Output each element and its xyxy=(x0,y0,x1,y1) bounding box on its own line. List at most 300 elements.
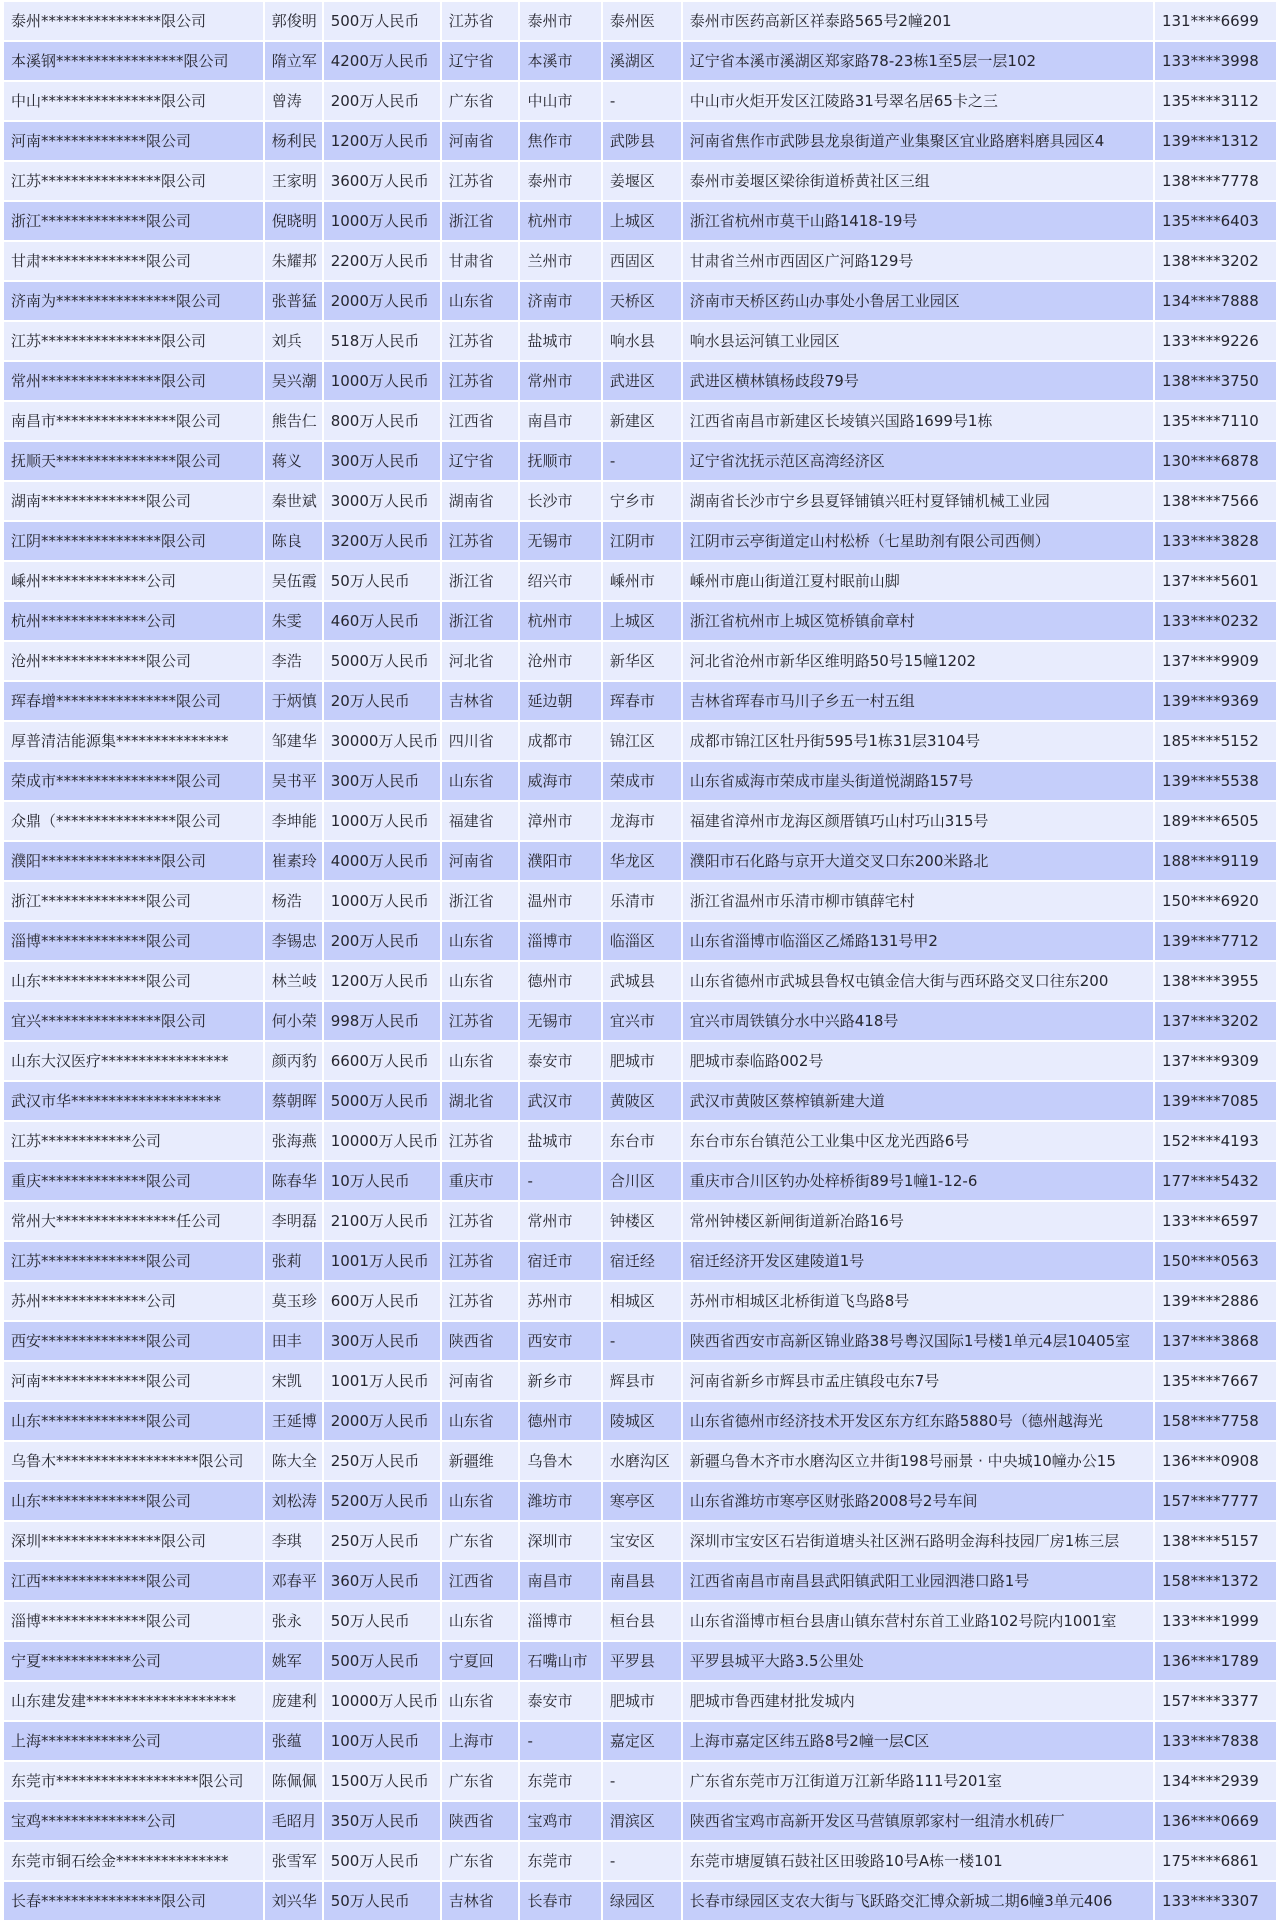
capital-cell: 1200万人民币 xyxy=(323,121,441,161)
address-cell: 辽宁省沈抚示范区高湾经济区 xyxy=(682,441,1154,481)
legal-rep-cell: 陈佩佩 xyxy=(264,1761,323,1801)
legal-rep-cell: 王家明 xyxy=(264,161,323,201)
legal-rep-cell: 邓春平 xyxy=(264,1561,323,1601)
capital-cell: 1000万人民币 xyxy=(323,801,441,841)
phone-cell: 135****6403 xyxy=(1154,201,1277,241)
address-cell: 响水县运河镇工业园区 xyxy=(682,321,1154,361)
city-cell: 无锡市 xyxy=(519,521,601,561)
address-cell: 湖南省长沙市宁乡县夏铎铺镇兴旺村夏铎铺机械工业园 xyxy=(682,481,1154,521)
province-cell: 山东省 xyxy=(441,1681,520,1721)
company-name-cell: 常州大****************任公司 xyxy=(3,1201,264,1241)
city-cell: - xyxy=(519,1161,601,1201)
city-cell: 泰州市 xyxy=(519,161,601,201)
address-cell: 深圳市宝安区石岩街道塘头社区洲石路明金海科技园厂房1栋三层 xyxy=(682,1521,1154,1561)
capital-cell: 3200万人民币 xyxy=(323,521,441,561)
city-cell: 绍兴市 xyxy=(519,561,601,601)
company-name-cell: 济南为****************限公司 xyxy=(3,281,264,321)
phone-cell: 133****0232 xyxy=(1154,601,1277,641)
city-cell: 延边朝 xyxy=(519,681,601,721)
address-cell: 济南市天桥区药山办事处小鲁居工业园区 xyxy=(682,281,1154,321)
table-row xyxy=(3,121,1277,161)
capital-cell: 1001万人民币 xyxy=(323,1241,441,1281)
province-cell: 山东省 xyxy=(441,761,520,801)
district-cell: 天桥区 xyxy=(602,281,682,321)
phone-cell: 135****7110 xyxy=(1154,401,1277,441)
company-name-cell: 重庆**************限公司 xyxy=(3,1161,264,1201)
address-cell: 宜兴市周铁镇分水中兴路418号 xyxy=(682,1001,1154,1041)
city-cell: 潍坊市 xyxy=(519,1481,601,1521)
city-cell: 常州市 xyxy=(519,361,601,401)
company-name-cell: 泰州****************限公司 xyxy=(3,1,264,41)
address-cell: 浙江省杭州市上城区笕桥镇俞章村 xyxy=(682,601,1154,641)
district-cell: 钟楼区 xyxy=(602,1201,682,1241)
table-row xyxy=(3,681,1277,721)
legal-rep-cell: 颜丙豹 xyxy=(264,1041,323,1081)
district-cell: 渭滨区 xyxy=(602,1801,682,1841)
city-cell: 淄博市 xyxy=(519,921,601,961)
company-name-cell: 中山****************限公司 xyxy=(3,81,264,121)
province-cell: 新疆维 xyxy=(441,1441,520,1481)
city-cell: 南昌市 xyxy=(519,1561,601,1601)
company-name-cell: 甘肃**************限公司 xyxy=(3,241,264,281)
table-row xyxy=(3,1161,1277,1201)
company-name-cell: 嵊州**************公司 xyxy=(3,561,264,601)
city-cell: 长春市 xyxy=(519,1881,601,1921)
phone-cell: 152****4193 xyxy=(1154,1121,1277,1161)
phone-cell: 188****9119 xyxy=(1154,841,1277,881)
address-cell: 山东省淄博市桓台县唐山镇东营村东首工业路102号院内1001室 xyxy=(682,1601,1154,1641)
province-cell: 重庆市 xyxy=(441,1161,520,1201)
district-cell: - xyxy=(602,1321,682,1361)
company-name-cell: 西安**************限公司 xyxy=(3,1321,264,1361)
table-row xyxy=(3,81,1277,121)
table-row xyxy=(3,1881,1277,1921)
phone-cell: 150****0563 xyxy=(1154,1241,1277,1281)
capital-cell: 1200万人民币 xyxy=(323,961,441,1001)
address-cell: 河北省沧州市新华区维明路50号15幢1202 xyxy=(682,641,1154,681)
province-cell: 广东省 xyxy=(441,1521,520,1561)
phone-cell: 185****5152 xyxy=(1154,721,1277,761)
address-cell: 福建省漳州市龙海区颜厝镇巧山村巧山315号 xyxy=(682,801,1154,841)
city-cell: 乌鲁木 xyxy=(519,1441,601,1481)
company-name-cell: 上海************公司 xyxy=(3,1721,264,1761)
legal-rep-cell: 王延博 xyxy=(264,1401,323,1441)
address-cell: 辽宁省本溪市溪湖区郑家路78-23栋1至5层一层102 xyxy=(682,41,1154,81)
address-cell: 武进区横林镇杨歧段79号 xyxy=(682,361,1154,401)
phone-cell: 138****3202 xyxy=(1154,241,1277,281)
table-row xyxy=(3,921,1277,961)
city-cell: 兰州市 xyxy=(519,241,601,281)
province-cell: 甘肃省 xyxy=(441,241,520,281)
capital-cell: 4200万人民币 xyxy=(323,41,441,81)
capital-cell: 1000万人民币 xyxy=(323,201,441,241)
legal-rep-cell: 李浩 xyxy=(264,641,323,681)
district-cell: - xyxy=(602,1841,682,1881)
city-cell: 宝鸡市 xyxy=(519,1801,601,1841)
legal-rep-cell: 郭俊明 xyxy=(264,1,323,41)
address-cell: 山东省德州市武城县鲁权屯镇金信大街与西环路交叉口往东200 xyxy=(682,961,1154,1001)
phone-cell: 139****2886 xyxy=(1154,1281,1277,1321)
table-row xyxy=(3,1,1277,41)
company-name-cell: 江苏************公司 xyxy=(3,1121,264,1161)
phone-cell: 133****3998 xyxy=(1154,41,1277,81)
phone-cell: 137****9309 xyxy=(1154,1041,1277,1081)
table-row xyxy=(3,361,1277,401)
city-cell: 中山市 xyxy=(519,81,601,121)
company-name-cell: 山东建发建******************** xyxy=(3,1681,264,1721)
city-cell: 濮阳市 xyxy=(519,841,601,881)
table-row xyxy=(3,561,1277,601)
capital-cell: 300万人民币 xyxy=(323,441,441,481)
company-name-cell: 山东**************限公司 xyxy=(3,1401,264,1441)
address-cell: 吉林省珲春市马川子乡五一村五组 xyxy=(682,681,1154,721)
province-cell: 陕西省 xyxy=(441,1801,520,1841)
address-cell: 甘肃省兰州市西固区广河路129号 xyxy=(682,241,1154,281)
province-cell: 山东省 xyxy=(441,281,520,321)
phone-cell: 133****3307 xyxy=(1154,1881,1277,1921)
address-cell: 上海市嘉定区纬五路8号2幢一层C区 xyxy=(682,1721,1154,1761)
legal-rep-cell: 隋立军 xyxy=(264,41,323,81)
address-cell: 广东省东莞市万江街道万江新华路111号201室 xyxy=(682,1761,1154,1801)
table-row xyxy=(3,1081,1277,1121)
city-cell: 杭州市 xyxy=(519,201,601,241)
table-row xyxy=(3,721,1277,761)
capital-cell: 200万人民币 xyxy=(323,81,441,121)
province-cell: 河南省 xyxy=(441,1361,520,1401)
company-name-cell: 厚普清洁能源集*************** xyxy=(3,721,264,761)
city-cell: 温州市 xyxy=(519,881,601,921)
company-name-cell: 山东**************限公司 xyxy=(3,961,264,1001)
capital-cell: 20万人民币 xyxy=(323,681,441,721)
district-cell: 泰州医 xyxy=(602,1,682,41)
capital-cell: 998万人民币 xyxy=(323,1001,441,1041)
table-row xyxy=(3,1321,1277,1361)
capital-cell: 10000万人民币 xyxy=(323,1681,441,1721)
legal-rep-cell: 杨利民 xyxy=(264,121,323,161)
legal-rep-cell: 邹建华 xyxy=(264,721,323,761)
company-name-cell: 浙江**************限公司 xyxy=(3,881,264,921)
province-cell: 浙江省 xyxy=(441,881,520,921)
district-cell: 嘉定区 xyxy=(602,1721,682,1761)
table-row xyxy=(3,481,1277,521)
province-cell: 河北省 xyxy=(441,641,520,681)
capital-cell: 3600万人民币 xyxy=(323,161,441,201)
table-row xyxy=(3,41,1277,81)
capital-cell: 518万人民币 xyxy=(323,321,441,361)
district-cell: 平罗县 xyxy=(602,1641,682,1681)
district-cell: 肥城市 xyxy=(602,1041,682,1081)
province-cell: 吉林省 xyxy=(441,1881,520,1921)
phone-cell: 135****3112 xyxy=(1154,81,1277,121)
capital-cell: 500万人民币 xyxy=(323,1,441,41)
table-row xyxy=(3,1641,1277,1681)
city-cell: 德州市 xyxy=(519,1401,601,1441)
city-cell: 苏州市 xyxy=(519,1281,601,1321)
province-cell: 江苏省 xyxy=(441,161,520,201)
company-name-cell: 湖南**************限公司 xyxy=(3,481,264,521)
province-cell: 江苏省 xyxy=(441,321,520,361)
company-name-cell: 江西**************限公司 xyxy=(3,1561,264,1601)
address-cell: 江西省南昌市新建区长堎镇兴国路1699号1栋 xyxy=(682,401,1154,441)
province-cell: 山东省 xyxy=(441,921,520,961)
district-cell: - xyxy=(602,81,682,121)
address-cell: 常州钟楼区新闸街道新冶路16号 xyxy=(682,1201,1154,1241)
table-row xyxy=(3,401,1277,441)
company-name-cell: 沧州**************限公司 xyxy=(3,641,264,681)
table-row xyxy=(3,1481,1277,1521)
district-cell: 江阴市 xyxy=(602,521,682,561)
province-cell: 江西省 xyxy=(441,1561,520,1601)
phone-cell: 137****9909 xyxy=(1154,641,1277,681)
table-row xyxy=(3,761,1277,801)
address-cell: 山东省潍坊市寒亭区财张路2008号2号车间 xyxy=(682,1481,1154,1521)
capital-cell: 600万人民币 xyxy=(323,1281,441,1321)
province-cell: 江苏省 xyxy=(441,1241,520,1281)
company-table xyxy=(2,0,1278,1922)
table-row xyxy=(3,1361,1277,1401)
company-name-cell: 江苏****************限公司 xyxy=(3,161,264,201)
city-cell: 淄博市 xyxy=(519,1601,601,1641)
capital-cell: 1000万人民币 xyxy=(323,881,441,921)
address-cell: 陕西省西安市高新区锦业路38号粤汉国际1号楼1单元4层10405室 xyxy=(682,1321,1154,1361)
district-cell: 东台市 xyxy=(602,1121,682,1161)
address-cell: 泰州市姜堰区梁徐街道桥黄社区三组 xyxy=(682,161,1154,201)
city-cell: 威海市 xyxy=(519,761,601,801)
city-cell: 德州市 xyxy=(519,961,601,1001)
province-cell: 山东省 xyxy=(441,1481,520,1521)
phone-cell: 139****5538 xyxy=(1154,761,1277,801)
phone-cell: 133****7838 xyxy=(1154,1721,1277,1761)
district-cell: 宝安区 xyxy=(602,1521,682,1561)
table-row xyxy=(3,1681,1277,1721)
phone-cell: 138****7778 xyxy=(1154,161,1277,201)
address-cell: 山东省德州市经济技术开发区东方红东路5880号（德州越海光 xyxy=(682,1401,1154,1441)
phone-cell: 157****7777 xyxy=(1154,1481,1277,1521)
province-cell: 宁夏回 xyxy=(441,1641,520,1681)
district-cell: 桓台县 xyxy=(602,1601,682,1641)
capital-cell: 2200万人民币 xyxy=(323,241,441,281)
legal-rep-cell: 朱雯 xyxy=(264,601,323,641)
phone-cell: 158****7758 xyxy=(1154,1401,1277,1441)
province-cell: 浙江省 xyxy=(441,201,520,241)
district-cell: 乐清市 xyxy=(602,881,682,921)
legal-rep-cell: 熊告仁 xyxy=(264,401,323,441)
address-cell: 山东省淄博市临淄区乙烯路131号甲2 xyxy=(682,921,1154,961)
phone-cell: 138****7566 xyxy=(1154,481,1277,521)
province-cell: 江苏省 xyxy=(441,1201,520,1241)
province-cell: 河南省 xyxy=(441,841,520,881)
company-name-cell: 乌鲁木*******************限公司 xyxy=(3,1441,264,1481)
province-cell: 湖南省 xyxy=(441,481,520,521)
address-cell: 陕西省宝鸡市高新开发区马营镇原郭家村一组清水机砖厂 xyxy=(682,1801,1154,1841)
district-cell: 绿园区 xyxy=(602,1881,682,1921)
capital-cell: 50万人民币 xyxy=(323,561,441,601)
capital-cell: 10000万人民币 xyxy=(323,1121,441,1161)
address-cell: 东台市东台镇范公工业集中区龙光西路6号 xyxy=(682,1121,1154,1161)
legal-rep-cell: 张海燕 xyxy=(264,1121,323,1161)
district-cell: 上城区 xyxy=(602,601,682,641)
capital-cell: 1500万人民币 xyxy=(323,1761,441,1801)
district-cell: 西固区 xyxy=(602,241,682,281)
company-name-cell: 抚顺天****************限公司 xyxy=(3,441,264,481)
address-cell: 新疆乌鲁木齐市水磨沟区立井街198号丽景 · 中央城10幢办公15 xyxy=(682,1441,1154,1481)
address-cell: 肥城市鲁西建材批发城内 xyxy=(682,1681,1154,1721)
legal-rep-cell: 陈良 xyxy=(264,521,323,561)
capital-cell: 50万人民币 xyxy=(323,1601,441,1641)
table-row xyxy=(3,961,1277,1001)
district-cell: 寒亭区 xyxy=(602,1481,682,1521)
district-cell: 姜堰区 xyxy=(602,161,682,201)
capital-cell: 5000万人民币 xyxy=(323,1081,441,1121)
province-cell: 江苏省 xyxy=(441,1121,520,1161)
table-row xyxy=(3,1561,1277,1601)
district-cell: 华龙区 xyxy=(602,841,682,881)
province-cell: 辽宁省 xyxy=(441,41,520,81)
address-cell: 重庆市合川区钓办处梓桥街89号1幢1-12-6 xyxy=(682,1161,1154,1201)
table-row xyxy=(3,441,1277,481)
phone-cell: 189****6505 xyxy=(1154,801,1277,841)
phone-cell: 135****7667 xyxy=(1154,1361,1277,1401)
phone-cell: 131****6699 xyxy=(1154,1,1277,41)
company-name-cell: 众鼎（****************限公司 xyxy=(3,801,264,841)
company-name-cell: 淄博**************限公司 xyxy=(3,1601,264,1641)
province-cell: 江苏省 xyxy=(441,521,520,561)
capital-cell: 200万人民币 xyxy=(323,921,441,961)
table-row xyxy=(3,281,1277,321)
province-cell: 浙江省 xyxy=(441,561,520,601)
phone-cell: 133****3828 xyxy=(1154,521,1277,561)
company-name-cell: 浙江**************限公司 xyxy=(3,201,264,241)
company-name-cell: 武汉市华******************** xyxy=(3,1081,264,1121)
company-name-cell: 杭州**************公司 xyxy=(3,601,264,641)
phone-cell: 136****0908 xyxy=(1154,1441,1277,1481)
company-name-cell: 常州****************限公司 xyxy=(3,361,264,401)
table-row xyxy=(3,1601,1277,1641)
table-row xyxy=(3,641,1277,681)
district-cell: 龙海市 xyxy=(602,801,682,841)
city-cell: 东莞市 xyxy=(519,1761,601,1801)
legal-rep-cell: 陈大全 xyxy=(264,1441,323,1481)
province-cell: 四川省 xyxy=(441,721,520,761)
district-cell: 肥城市 xyxy=(602,1681,682,1721)
legal-rep-cell: 张莉 xyxy=(264,1241,323,1281)
district-cell: 锦江区 xyxy=(602,721,682,761)
table-row xyxy=(3,1841,1277,1881)
table-row xyxy=(3,521,1277,561)
table-row xyxy=(3,1201,1277,1241)
province-cell: 山东省 xyxy=(441,1601,520,1641)
company-name-cell: 东莞市铜石绘金*************** xyxy=(3,1841,264,1881)
city-cell: 抚顺市 xyxy=(519,441,601,481)
company-name-cell: 南昌市****************限公司 xyxy=(3,401,264,441)
legal-rep-cell: 姚军 xyxy=(264,1641,323,1681)
district-cell: 武陟县 xyxy=(602,121,682,161)
legal-rep-cell: 崔素玲 xyxy=(264,841,323,881)
table-row xyxy=(3,1041,1277,1081)
table-row xyxy=(3,801,1277,841)
legal-rep-cell: 倪晓明 xyxy=(264,201,323,241)
company-name-cell: 河南**************限公司 xyxy=(3,121,264,161)
table-row xyxy=(3,841,1277,881)
legal-rep-cell: 张永 xyxy=(264,1601,323,1641)
phone-cell: 138****3750 xyxy=(1154,361,1277,401)
legal-rep-cell: 陈春华 xyxy=(264,1161,323,1201)
capital-cell: 100万人民币 xyxy=(323,1721,441,1761)
city-cell: 长沙市 xyxy=(519,481,601,521)
legal-rep-cell: 曾涛 xyxy=(264,81,323,121)
district-cell: 陵城区 xyxy=(602,1401,682,1441)
district-cell: - xyxy=(602,1761,682,1801)
city-cell: 盐城市 xyxy=(519,1121,601,1161)
address-cell: 中山市火炬开发区江陵路31号翠名居65卡之三 xyxy=(682,81,1154,121)
legal-rep-cell: 李琪 xyxy=(264,1521,323,1561)
table-row xyxy=(3,1241,1277,1281)
phone-cell: 138****5157 xyxy=(1154,1521,1277,1561)
company-name-cell: 江阴****************限公司 xyxy=(3,521,264,561)
company-name-cell: 宁夏************公司 xyxy=(3,1641,264,1681)
province-cell: 广东省 xyxy=(441,81,520,121)
phone-cell: 137****3202 xyxy=(1154,1001,1277,1041)
address-cell: 河南省焦作市武陟县龙泉街道产业集聚区宜业路磨料磨具园区4 xyxy=(682,121,1154,161)
table-row xyxy=(3,881,1277,921)
legal-rep-cell: 于炳慎 xyxy=(264,681,323,721)
legal-rep-cell: 刘兴华 xyxy=(264,1881,323,1921)
phone-cell: 136****1789 xyxy=(1154,1641,1277,1681)
district-cell: 合川区 xyxy=(602,1161,682,1201)
legal-rep-cell: 秦世斌 xyxy=(264,481,323,521)
table-row xyxy=(3,161,1277,201)
phone-cell: 134****7888 xyxy=(1154,281,1277,321)
phone-cell: 139****7712 xyxy=(1154,921,1277,961)
capital-cell: 4000万人民币 xyxy=(323,841,441,881)
legal-rep-cell: 吴书平 xyxy=(264,761,323,801)
capital-cell: 500万人民币 xyxy=(323,1841,441,1881)
phone-cell: 175****6861 xyxy=(1154,1841,1277,1881)
company-name-cell: 江苏**************限公司 xyxy=(3,1241,264,1281)
phone-cell: 133****6597 xyxy=(1154,1201,1277,1241)
company-name-cell: 荣成市****************限公司 xyxy=(3,761,264,801)
city-cell: - xyxy=(519,1721,601,1761)
province-cell: 江西省 xyxy=(441,401,520,441)
address-cell: 平罗县城平大路3.5公里处 xyxy=(682,1641,1154,1681)
table-row xyxy=(3,1121,1277,1161)
city-cell: 武汉市 xyxy=(519,1081,601,1121)
address-cell: 东莞市塘厦镇石鼓社区田骏路10号A栋一楼101 xyxy=(682,1841,1154,1881)
legal-rep-cell: 张普猛 xyxy=(264,281,323,321)
legal-rep-cell: 毛昭月 xyxy=(264,1801,323,1841)
company-name-cell: 淄博**************限公司 xyxy=(3,921,264,961)
province-cell: 山东省 xyxy=(441,1041,520,1081)
province-cell: 山东省 xyxy=(441,961,520,1001)
address-cell: 苏州市相城区北桥街道飞鸟路8号 xyxy=(682,1281,1154,1321)
district-cell: 宜兴市 xyxy=(602,1001,682,1041)
city-cell: 东莞市 xyxy=(519,1841,601,1881)
address-cell: 江阴市云亭街道定山村松桥（七星助剂有限公司西侧） xyxy=(682,521,1154,561)
table-row xyxy=(3,1761,1277,1801)
city-cell: 成都市 xyxy=(519,721,601,761)
capital-cell: 800万人民币 xyxy=(323,401,441,441)
city-cell: 本溪市 xyxy=(519,41,601,81)
city-cell: 宿迁市 xyxy=(519,1241,601,1281)
province-cell: 吉林省 xyxy=(441,681,520,721)
table-row xyxy=(3,201,1277,241)
phone-cell: 137****5601 xyxy=(1154,561,1277,601)
address-cell: 浙江省杭州市莫干山路1418-19号 xyxy=(682,201,1154,241)
phone-cell: 139****9369 xyxy=(1154,681,1277,721)
company-name-cell: 长春****************限公司 xyxy=(3,1881,264,1921)
legal-rep-cell: 田丰 xyxy=(264,1321,323,1361)
phone-cell: 177****5432 xyxy=(1154,1161,1277,1201)
